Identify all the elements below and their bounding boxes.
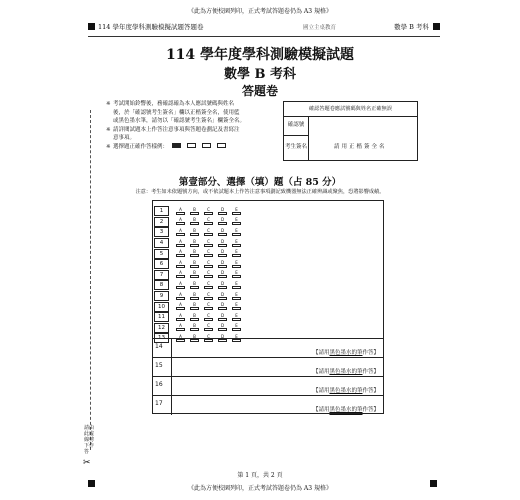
bubble-box-icon <box>176 307 185 310</box>
option-letter: B <box>193 249 196 255</box>
section-title: 第壹部分、選擇（填）題（占 85 分） <box>178 177 342 188</box>
option-letter: B <box>193 227 196 233</box>
option-bubble[interactable] <box>217 261 228 268</box>
bubble-box-icon <box>204 328 213 331</box>
option-letter: A <box>179 249 182 255</box>
mc-row <box>154 217 242 228</box>
option-letter: B <box>193 280 196 286</box>
bubble-box-icon <box>218 307 227 310</box>
option-letter: E <box>235 249 238 255</box>
row-divider <box>171 339 172 358</box>
question-number: 12 <box>154 323 169 333</box>
option-letter: D <box>220 217 225 223</box>
mc-row <box>154 323 242 334</box>
question-number: 6 <box>154 259 169 269</box>
option-letter: C <box>207 333 210 339</box>
bubble-box-icon <box>232 307 241 310</box>
bubble-box-icon <box>218 275 227 278</box>
bubble-box-icon <box>232 254 241 257</box>
option-bubble[interactable] <box>231 261 242 268</box>
identity-box <box>283 101 418 161</box>
top-notice: 《此為方便校園列印，正式考試答題卷仍為 A3 規格》 <box>188 8 332 15</box>
bubble-box-icon <box>190 307 199 310</box>
header-right <box>394 22 440 31</box>
option-bubble[interactable] <box>175 218 186 225</box>
bubble-box-icon <box>176 275 185 278</box>
option-letter: A <box>179 259 182 265</box>
option-letter: D <box>220 227 225 233</box>
option-group <box>175 293 242 300</box>
option-letter: C <box>207 270 210 276</box>
ink-note-prefix: 【請用 <box>312 407 330 413</box>
bubble-box-icon <box>190 297 199 300</box>
mc-row <box>154 238 242 249</box>
bubble-box-icon <box>204 275 213 278</box>
option-bubble[interactable] <box>231 324 242 331</box>
instruction-line: 後，於「確認號考生簽名」欄以正楷簽全名，使用藍 <box>113 109 240 116</box>
open-answer-row[interactable] <box>153 338 383 358</box>
option-letter: C <box>207 259 210 265</box>
page-number: 第 1 頁，共 2 頁 <box>237 472 283 479</box>
bubble-box-icon <box>232 222 241 225</box>
bubble-box-icon <box>176 233 185 236</box>
option-group <box>175 271 242 278</box>
bubble-box-icon <box>190 265 199 268</box>
option-bubble[interactable] <box>189 324 200 331</box>
mc-row <box>154 291 242 302</box>
option-bubble[interactable] <box>231 282 242 289</box>
option-letter: E <box>235 312 238 318</box>
mc-row <box>154 259 242 270</box>
option-bubble[interactable] <box>175 303 186 310</box>
option-letter: B <box>193 291 196 297</box>
option-letter: B <box>193 333 196 339</box>
question-number: 13 <box>154 333 169 343</box>
row-divider <box>171 396 172 415</box>
option-letter: B <box>193 312 196 318</box>
option-letter: E <box>235 323 238 329</box>
question-number: 16 <box>155 381 163 388</box>
bubble-box-icon <box>204 318 213 321</box>
bubble-box-icon <box>232 318 241 321</box>
bubble-box-icon <box>190 318 199 321</box>
filled-bubble-icon <box>172 143 181 148</box>
identity-box-title: 確認答題卷應試號碼與姓名正確無誤 <box>284 102 417 117</box>
option-letter: C <box>207 238 210 244</box>
ink-note-suffix: 作答】 <box>362 369 379 375</box>
option-letter: B <box>193 206 196 212</box>
option-letter: A <box>179 312 182 318</box>
instruction-line: 或黑色墨水筆，請勿以「確認號考生簽名」欄簽全名。 <box>113 118 246 124</box>
option-letter: B <box>193 323 196 329</box>
option-bubble[interactable] <box>203 271 214 278</box>
option-bubble[interactable] <box>217 324 228 331</box>
option-bubble[interactable] <box>175 250 186 257</box>
option-bubble[interactable] <box>217 293 228 300</box>
open-answer-row[interactable] <box>153 376 383 396</box>
option-bubble[interactable] <box>231 240 242 247</box>
option-letter: D <box>220 312 225 318</box>
option-letter: D <box>220 206 225 212</box>
option-letter: E <box>235 291 238 297</box>
ink-note-prefix: 【請用 <box>312 369 330 375</box>
option-letter: C <box>207 217 210 223</box>
option-letter: A <box>179 323 182 329</box>
option-bubble[interactable] <box>203 208 214 215</box>
question-number: 10 <box>154 302 169 312</box>
empty-bubble-icon <box>187 143 196 148</box>
scissors-icon: ✂ <box>83 458 91 468</box>
bubble-box-icon <box>232 244 241 247</box>
question-number: 8 <box>154 280 169 290</box>
question-number: 5 <box>154 249 169 259</box>
ink-note-suffix: 作答】 <box>362 350 379 356</box>
option-bubble[interactable] <box>175 240 186 247</box>
header-left <box>88 22 203 31</box>
ink-note-ink: 黑色墨水的筆 <box>329 350 363 356</box>
option-bubble[interactable] <box>203 240 214 247</box>
option-letter: B <box>193 302 196 308</box>
option-group <box>175 303 242 310</box>
option-letter: E <box>235 227 238 233</box>
open-answer-row[interactable] <box>153 395 383 415</box>
option-letter: A <box>179 302 182 308</box>
option-letter: D <box>220 291 225 297</box>
option-letter: D <box>220 280 225 286</box>
option-bubble[interactable] <box>203 261 214 268</box>
bottom-notice: 《此為方便校園列印，正式考試答題卷仍為 A3 規格》 <box>188 485 332 492</box>
option-bubble[interactable] <box>175 324 186 331</box>
subject-code: 數學 B 考科 <box>394 23 429 31</box>
header <box>88 22 440 36</box>
option-bubble[interactable] <box>231 271 242 278</box>
mark-example <box>172 143 226 152</box>
option-letter: E <box>235 238 238 244</box>
ink-note <box>313 386 379 394</box>
option-bubble[interactable] <box>217 314 228 321</box>
signature-field[interactable]: 請用正楷簽全名 <box>334 144 387 150</box>
option-letter: C <box>207 323 210 329</box>
option-group <box>175 208 242 215</box>
ink-note <box>313 367 379 375</box>
empty-bubble-icon <box>202 143 211 148</box>
option-letter: C <box>207 302 210 308</box>
instruction-line: 意事項。 <box>113 135 136 141</box>
instruction-line: 請詳閱試題本上作答注意事項與答題卷劃記及書寫注 <box>113 126 240 133</box>
bubble-box-icon <box>218 328 227 331</box>
bubble-box-icon <box>204 244 213 247</box>
mc-row <box>154 312 242 323</box>
mc-row <box>154 248 242 259</box>
bubble-box-icon <box>176 265 185 268</box>
option-bubble[interactable] <box>217 250 228 257</box>
option-bubble[interactable] <box>189 271 200 278</box>
empty-bubble-icon <box>217 143 226 148</box>
option-bubble[interactable] <box>189 303 200 310</box>
bubble-box-icon <box>190 244 199 247</box>
instructions: ※ 考試開始鈴響後，務確認確為本人應試號碼與姓名 後，於「確認號考生簽名」欄以正楷簽全名，使用藍 或黑色墨水筆，請勿以「確認號考生簽名」欄簽全名。 ※ 請詳閱試題本上作答注意事項與答題卷劃記及書寫注 意事項。 ※ 選擇題正確作答樣例： <box>106 101 246 150</box>
option-letter: B <box>193 270 196 276</box>
question-number: 14 <box>155 343 163 350</box>
option-letter: B <box>193 238 196 244</box>
option-group <box>175 282 242 289</box>
option-group <box>175 240 242 247</box>
bubble-box-icon <box>232 286 241 289</box>
option-bubble[interactable] <box>217 208 228 215</box>
option-letter: A <box>179 217 182 223</box>
bubble-box-icon <box>190 275 199 278</box>
mc-row <box>154 206 242 217</box>
section-note: 注意：考生如未依題號方向，或不依試題本上作答注意事項劃記致機器無法正確辨識或聚焦，恐將影響成績。 <box>135 189 385 195</box>
cut-line <box>90 110 91 450</box>
option-bubble[interactable] <box>175 314 186 321</box>
bubble-box-icon <box>176 318 185 321</box>
option-letter: D <box>220 270 225 276</box>
mc-row <box>154 280 242 291</box>
question-number: 11 <box>154 312 169 322</box>
question-number: 2 <box>154 217 169 227</box>
ink-note-ink: 黑色墨水的筆 <box>329 388 363 394</box>
bubble-box-icon <box>218 265 227 268</box>
option-bubble[interactable] <box>217 229 228 236</box>
option-letter: C <box>207 227 210 233</box>
bubble-box-icon <box>176 297 185 300</box>
option-letter: A <box>179 270 182 276</box>
option-bubble[interactable] <box>231 208 242 215</box>
question-number: 1 <box>154 206 169 216</box>
question-number: 17 <box>155 400 163 407</box>
option-bubble[interactable] <box>231 218 242 225</box>
bubble-box-icon <box>218 318 227 321</box>
option-bubble[interactable] <box>203 303 214 310</box>
option-group <box>175 229 242 236</box>
bubble-box-icon <box>232 275 241 278</box>
bubble-box-icon <box>176 244 185 247</box>
mc-row <box>154 301 242 312</box>
header-logo: 國立主桌教育 <box>303 25 337 31</box>
option-bubble[interactable] <box>175 282 186 289</box>
option-letter: E <box>235 302 238 308</box>
option-bubble[interactable] <box>175 208 186 215</box>
bubble-box-icon <box>204 233 213 236</box>
option-letter: A <box>179 280 182 286</box>
option-letter: B <box>193 259 196 265</box>
option-bubble[interactable] <box>203 218 214 225</box>
option-bubble[interactable] <box>189 293 200 300</box>
option-bubble[interactable] <box>175 271 186 278</box>
bubble-box-icon <box>232 212 241 215</box>
option-letter: C <box>207 280 210 286</box>
ink-note-ink: 黑色墨水的筆 <box>329 369 363 375</box>
option-letter: D <box>220 333 225 339</box>
option-bubble[interactable] <box>189 314 200 321</box>
option-bubble[interactable] <box>175 229 186 236</box>
option-letter: A <box>179 291 182 297</box>
signature-label: 考生簽名 <box>284 135 309 160</box>
question-number: 9 <box>154 291 169 301</box>
open-answer-row[interactable] <box>153 357 383 377</box>
title-exam: 114 學年度學科測驗模擬試題 <box>165 47 355 63</box>
option-bubble[interactable] <box>217 240 228 247</box>
bubble-box-icon <box>218 222 227 225</box>
bubble-box-icon <box>176 328 185 331</box>
option-bubble[interactable] <box>217 271 228 278</box>
header-exam-label: 114 學年度學科測驗模擬試題答題卷 <box>98 23 204 31</box>
option-bubble[interactable] <box>231 303 242 310</box>
option-letter: A <box>179 227 182 233</box>
option-letter: D <box>220 323 225 329</box>
option-letter: B <box>193 217 196 223</box>
ink-note-prefix: 【請用 <box>312 350 330 356</box>
bubble-box-icon <box>204 222 213 225</box>
bubble-box-icon <box>218 212 227 215</box>
ink-note-prefix: 【請用 <box>312 388 330 394</box>
option-letter: C <box>207 312 210 318</box>
mc-row <box>154 227 242 238</box>
option-bubble[interactable] <box>217 303 228 310</box>
option-bubble[interactable] <box>189 229 200 236</box>
option-bubble[interactable] <box>217 282 228 289</box>
bubble-box-icon <box>232 297 241 300</box>
ink-note <box>313 348 379 356</box>
bubble-box-icon <box>232 233 241 236</box>
option-letter: E <box>235 280 238 286</box>
option-bubble[interactable] <box>217 218 228 225</box>
ink-note <box>313 405 379 413</box>
option-bubble[interactable] <box>203 229 214 236</box>
option-letter: E <box>235 206 238 212</box>
option-bubble[interactable] <box>231 293 242 300</box>
ink-note-suffix: 作答】 <box>362 407 379 413</box>
option-bubble[interactable] <box>203 324 214 331</box>
bubble-box-icon <box>176 254 185 257</box>
bubble-box-icon <box>218 286 227 289</box>
option-letter: C <box>207 206 210 212</box>
option-bubble[interactable] <box>189 218 200 225</box>
bubble-box-icon <box>218 254 227 257</box>
ink-note-suffix: 作答】 <box>362 388 379 394</box>
bubble-box-icon <box>218 297 227 300</box>
question-number: 4 <box>154 238 169 248</box>
bubble-box-icon <box>232 265 241 268</box>
bubble-box-icon <box>190 212 199 215</box>
bubble-box-icon <box>190 286 199 289</box>
option-letter: E <box>235 217 238 223</box>
corner-mark-icon <box>88 23 95 30</box>
option-bubble[interactable] <box>189 208 200 215</box>
ink-note-ink: 黑色墨水的筆 <box>329 407 363 413</box>
option-letter: D <box>220 238 225 244</box>
question-number: 15 <box>155 362 163 369</box>
option-letter: A <box>179 206 182 212</box>
bubble-box-icon <box>204 307 213 310</box>
option-letter: A <box>179 333 182 339</box>
bubble-box-icon <box>190 233 199 236</box>
bubble-box-icon <box>204 297 213 300</box>
bubble-box-icon <box>176 222 185 225</box>
option-bubble[interactable] <box>189 240 200 247</box>
option-letter: C <box>207 291 210 297</box>
mark-example-label: 選擇題正確作答樣例： <box>113 143 169 150</box>
bubble-box-icon <box>176 286 185 289</box>
option-bubble[interactable] <box>175 293 186 300</box>
bubble-box-icon <box>176 212 185 215</box>
option-bubble[interactable] <box>203 293 214 300</box>
option-bubble[interactable] <box>203 282 214 289</box>
option-bubble[interactable] <box>189 282 200 289</box>
option-letter: D <box>220 259 225 265</box>
option-group <box>175 324 242 331</box>
option-letter: E <box>235 259 238 265</box>
option-bubble[interactable] <box>203 250 214 257</box>
option-bubble[interactable] <box>231 229 242 236</box>
option-letter: E <box>235 270 238 276</box>
bubble-box-icon <box>218 233 227 236</box>
option-letter: D <box>220 302 225 308</box>
title-subject: 數學 B 考科 <box>223 67 297 82</box>
option-group <box>175 261 242 268</box>
option-bubble[interactable] <box>189 250 200 257</box>
question-number: 3 <box>154 227 169 237</box>
option-bubble[interactable] <box>231 250 242 257</box>
confirm-label: 確認號 <box>284 116 309 136</box>
row-divider <box>171 377 172 396</box>
option-letter: D <box>220 249 225 255</box>
option-bubble[interactable] <box>231 314 242 321</box>
row-divider <box>171 358 172 377</box>
bubble-box-icon <box>204 212 213 215</box>
option-group <box>175 218 242 225</box>
bubble-box-icon <box>232 328 241 331</box>
mc-row <box>154 270 242 281</box>
bubble-box-icon <box>190 328 199 331</box>
bubble-box-icon <box>204 265 213 268</box>
option-bubble[interactable] <box>189 261 200 268</box>
header-divider <box>88 36 440 37</box>
bubble-box-icon <box>204 254 213 257</box>
question-number: 7 <box>154 270 169 280</box>
corner-mark-icon <box>433 23 440 30</box>
bubble-box-icon <box>204 286 213 289</box>
option-letter: A <box>179 238 182 244</box>
bubble-box-icon <box>190 254 199 257</box>
option-letter: E <box>235 333 238 339</box>
option-letter: C <box>207 249 210 255</box>
title-answer-sheet: 答題卷 <box>241 84 278 98</box>
bubble-box-icon <box>218 244 227 247</box>
cut-label: 請由此虛線剪下作答 <box>84 425 95 455</box>
option-bubble[interactable] <box>175 261 186 268</box>
instruction-line: 考試開始鈴響後，務確認確為本人應試號碼與姓名 <box>113 101 235 107</box>
option-bubble[interactable] <box>203 314 214 321</box>
option-group <box>175 250 242 257</box>
option-group <box>175 314 242 321</box>
bubble-box-icon <box>190 222 199 225</box>
